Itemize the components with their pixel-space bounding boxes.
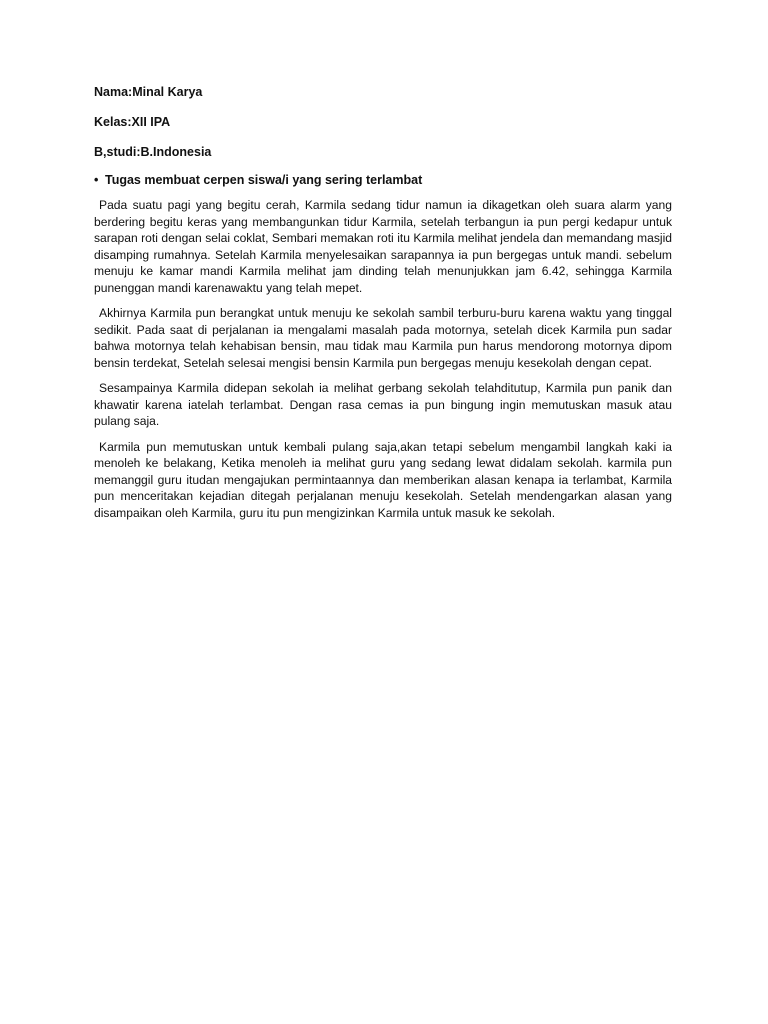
task-title: Tugas membuat cerpen siswa/i yang sering terlambat — [105, 173, 423, 187]
study-subject: B,studi:B.Indonesia — [94, 145, 212, 159]
student-name: Nama:Minal Karya — [94, 85, 203, 99]
story-paragraph-4: Karmila pun memutuskan untuk kembali pulang saja,akan tetapi sebelum mengambil langkah kaki ia menoleh ke belakang, Ketika menoleh ia melihat guru yang sedang lewat didalam sekolah. karmila pun memanggil guru itudan mengajukan permintaannya dan memberikan alasan kenapa ia terlambat, Karmila pun menceritakan kejadian ditegah perjalanan menuju kesekolah. Setelah mendengarkan alasan yang disampaikan oleh Karmila, guru itu pun mengizinkan Karmila untuk masuk ke sekolah. — [94, 439, 672, 520]
story-paragraph-3: Sesampainya Karmila didepan sekolah ia melihat gerbang sekolah telahditutup, Karmila pun panik dan khawatir karena iatelah terlambat. Dengan rasa cemas ia pun bingung ingin memutuskan masuk atau pulang saja. — [94, 381, 672, 428]
student-class: Kelas:XII IPA — [94, 115, 171, 129]
story-paragraph-1: Pada suatu pagi yang begitu cerah, Karmila sedang tidur namun ia dikagetkan oleh suara alarm yang berdering begitu keras yang membangunkan tidur Karmila, setelah terbangun ia pun pergi kedapur untuk sarapan roti dengan selai coklat, Sembari memakan roti itu Karmila melihat jendela dan memandang masjid disamping rumahnya. Setelah Karmila menyelesaikan sarapannya ia pun bergegas untuk mandi. sebelum menuju ke kamar mandi Karmila melihat jam dinding telah menunjukkan jam 6.42, sehingga Karmila punenggan mandi karenawaktu yang telah mepet. — [94, 198, 672, 295]
story-paragraph-2: Akhirnya Karmila pun berangkat untuk menuju ke sekolah sambil terburu-buru karena waktu yang tinggal sedikit. Pada saat di perjalanan ia mengalami masalah pada motornya, setelah dicek Karmila pun sadar bahwa motornya telah kehabisan bensin, mau tidak mau Karmila pun harus mendorong motornya dipom bensin terdekat, Setelah selesai mengisi bensin Karmila pun bergegas menuju kesekolah dengan cepat. — [94, 306, 672, 370]
bullet-icon: • — [94, 173, 99, 187]
task-heading — [94, 172, 672, 188]
document-page — [94, 84, 672, 530]
